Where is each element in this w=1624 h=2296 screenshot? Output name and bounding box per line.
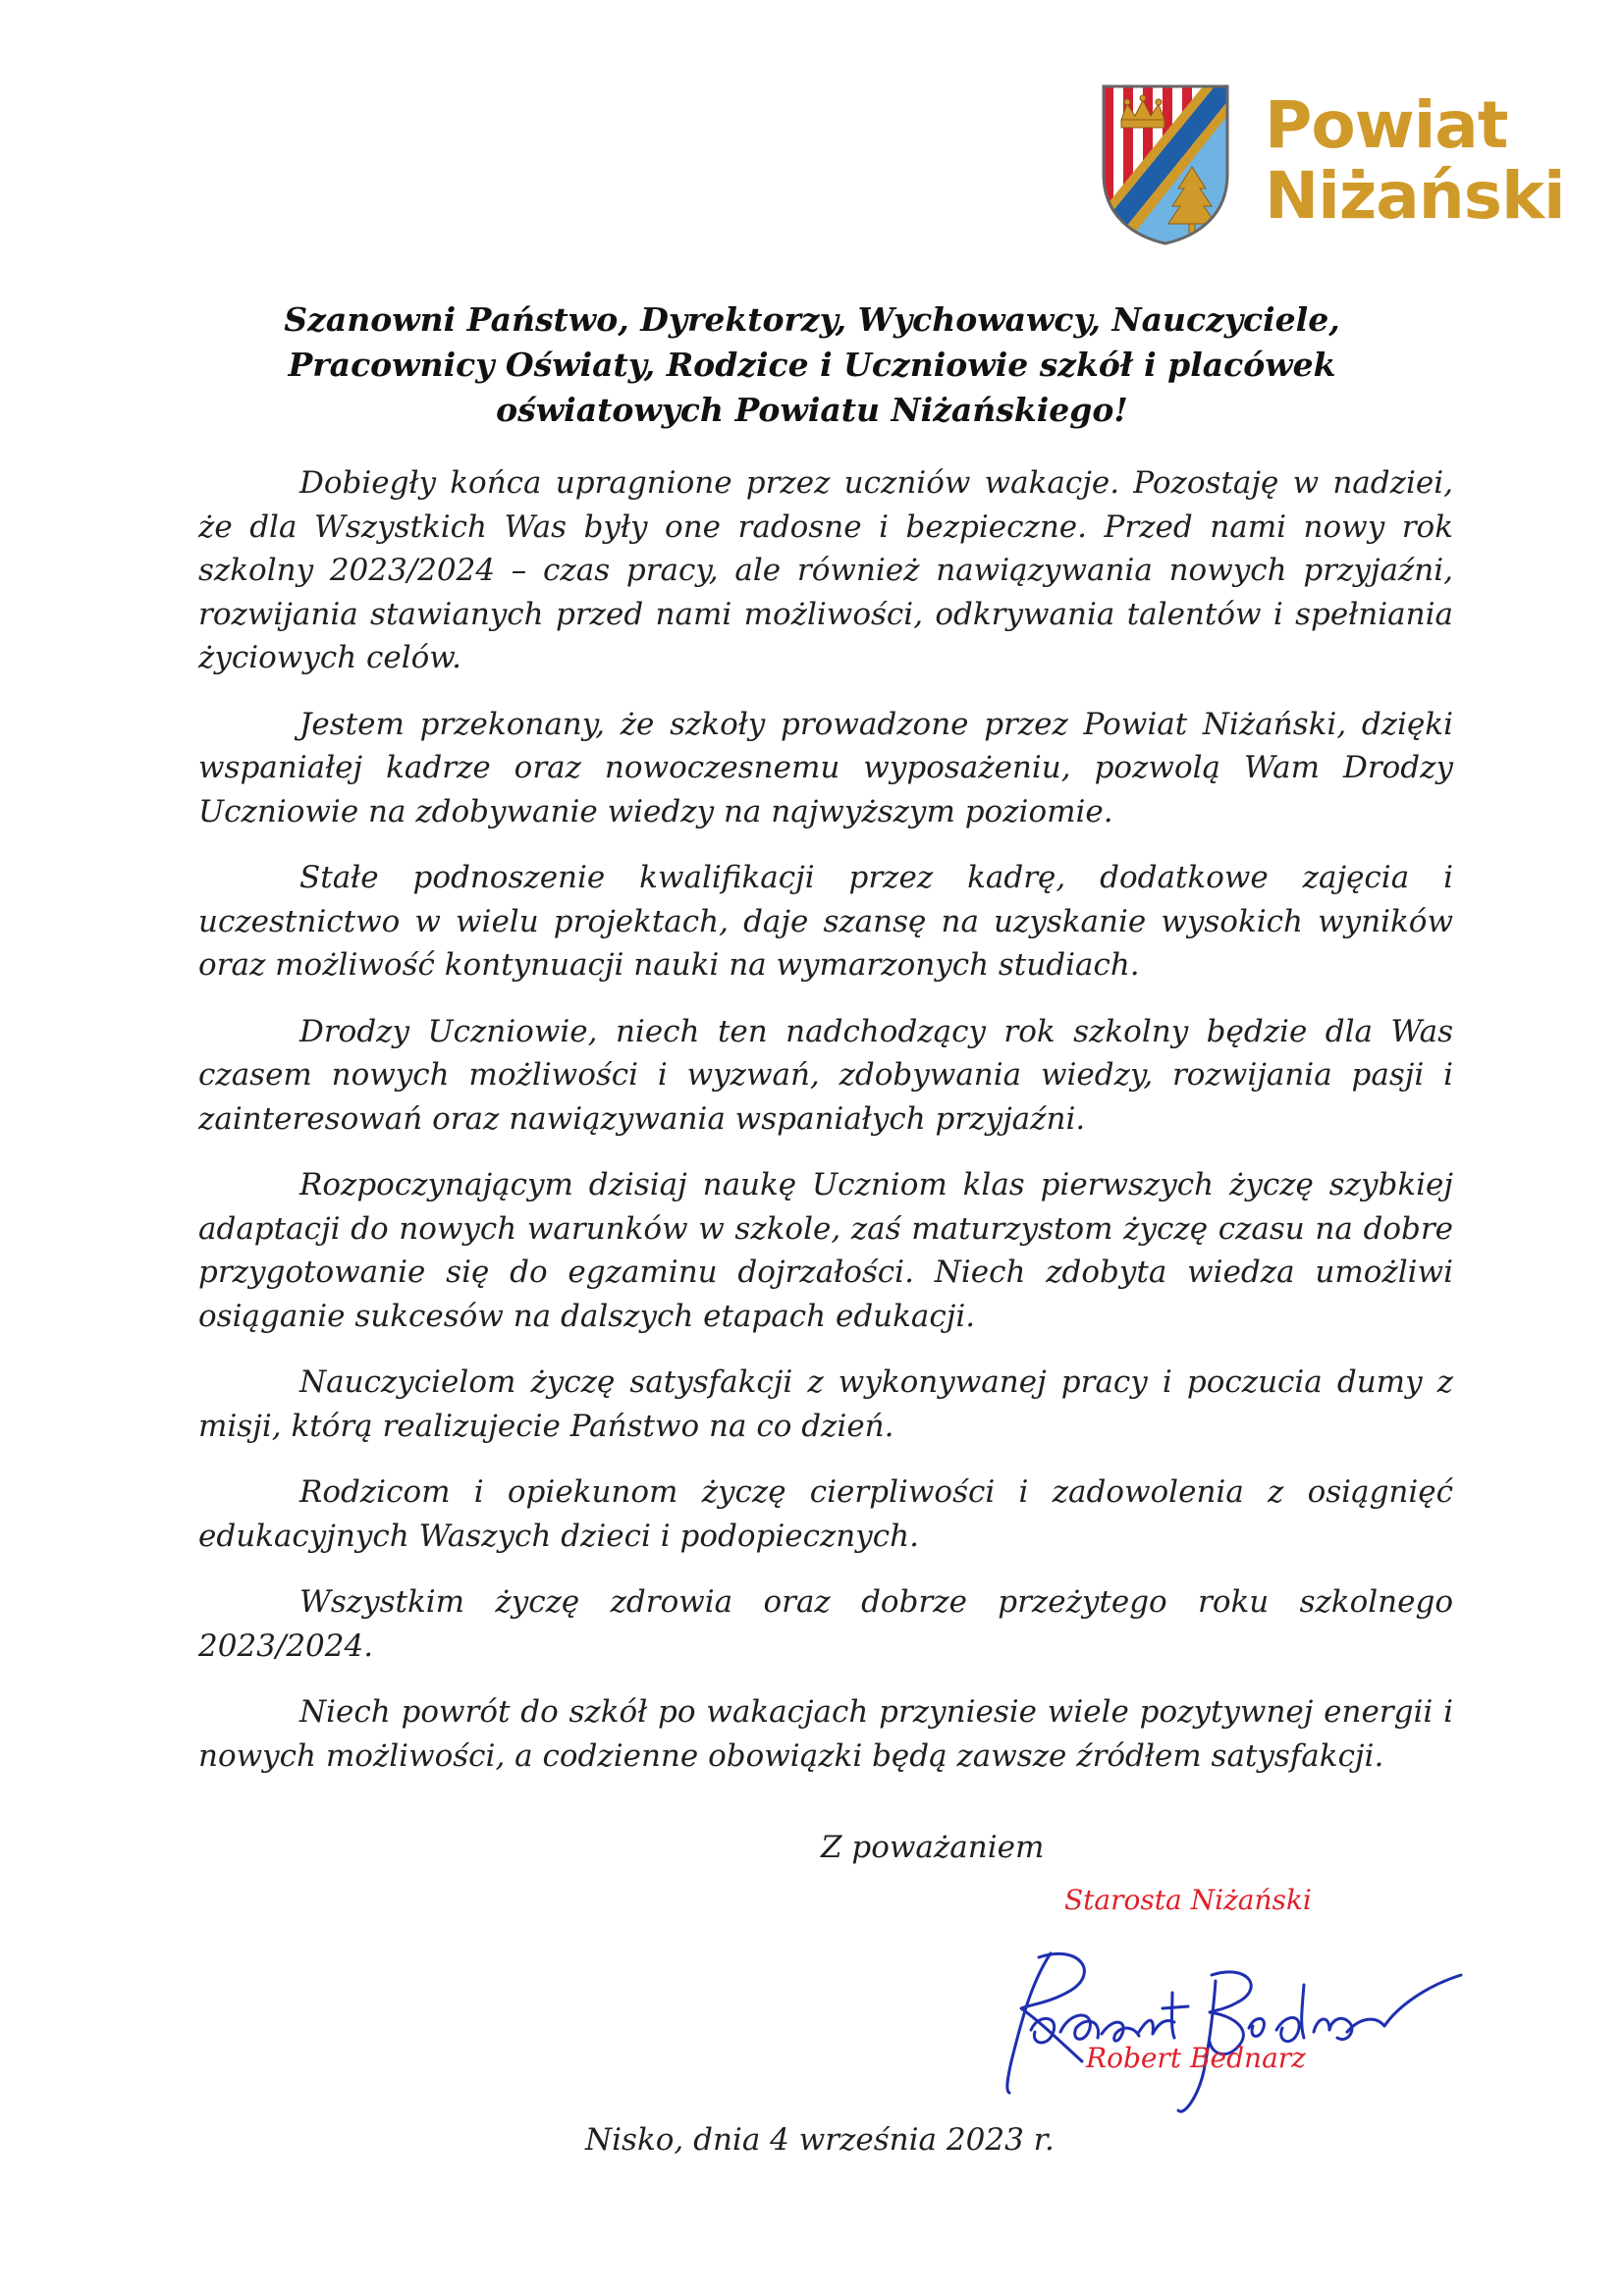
body-paragraph: Dobiegły końca upragnione przez uczniów wakacje. Pozostaję w nadziei, że dla Wszystkich Was były one radosne i bezpieczne. Przed nami nowy rok szkolny 2023/2024 – czas pracy, ale również nawiązywania nowych przyjaźni, rozwijania stawianych przed nami możliwości, odkrywania talentów i spełniania życiowych celów. [198, 465, 1453, 675]
signatory-title: Starosta Niżański [1064, 1884, 1312, 1916]
logo-line-1: Powiat [1265, 87, 1508, 163]
body-paragraph: Jestem przekonany, że szkoły prowadzone przez Powiat Niżański, dzięki wspaniałej kadrze oraz nowoczesnemu wyposażeniu, pozwolą Wam Drodzy Uczniowie na zdobywanie wiedzy na najwyższym poziomie. [198, 706, 1453, 829]
body-paragraph: Rodzicom i opiekunom życzę cierpliwości i zadowolenia z osiągnięć edukacyjnych Waszych dzieci i podopiecznych. [198, 1474, 1453, 1554]
body-paragraph: Rozpoczynającym dzisiaj naukę Uczniom klas pierwszych życzę szybkiej adaptacji do nowych warunków w szkole, zaś maturzystom życzę czasu na dobre przygotowanie się do egzaminu dojrzałości. Niech zdobyta wiedza umożliwi osiąganie sukcesów na dalszych etapach edukacji. [198, 1167, 1453, 1334]
salutation-line-2: Pracownicy Oświaty, Rodzice i Uczniowie szkół i placówek [288, 346, 1336, 384]
closing-phrase: Z poważaniem [821, 1830, 1045, 1865]
handwritten-signature [992, 1914, 1483, 2130]
letter-salutation [196, 297, 1428, 433]
body-paragraph: Nauczycielom życzę satysfakcji z wykonywanej pracy i poczucia dumy z misji, którą realizujecie Państwo na co dzień. [198, 1364, 1453, 1444]
logo-wordmark [1265, 87, 1565, 234]
place-and-date: Nisko, dnia 4 września 2023 r. [585, 2122, 1055, 2158]
logo [1098, 80, 1565, 247]
logo-line-2: Niżański [1265, 158, 1565, 234]
salutation-line-3: oświatowych Powiatu Niżańskiego! [496, 391, 1128, 429]
body-paragraph: Niech powrót do szkół po wakacjach przyniesie wiele pozytywnej energii i nowych możliwości, a codzienne obowiązki będą zawsze źródłem satysfakcji. [198, 1694, 1453, 1774]
letter-body [198, 461, 1453, 1800]
salutation-line-1: Szanowni Państwo, Dyrektorzy, Wychowawcy, Nauczyciele, [284, 300, 1340, 339]
body-paragraph: Wszystkim życzę zdrowia oraz dobrze przeżytego roku szkolnego 2023/2024. [198, 1584, 1453, 1664]
body-paragraph: Stałe podnoszenie kwalifikacji przez kadrę, dodatkowe zajęcia i uczestnictwo w wielu projektach, daje szansę na uzyskanie wysokich wyników oraz możliwość kontynuacji nauki na wymarzonych studiach. [198, 860, 1453, 983]
signatory-name: Robert Bednarz [1086, 2042, 1306, 2074]
body-paragraph: Drodzy Uczniowie, niech ten nadchodzący rok szkolny będzie dla Was czasem nowych możliwości i wyzwań, zdobywania wiedzy, rozwijania pasji i zainteresowań oraz nawiązywania wspaniałych przyjaźni. [198, 1013, 1453, 1137]
coat-of-arms-icon [1098, 80, 1233, 247]
